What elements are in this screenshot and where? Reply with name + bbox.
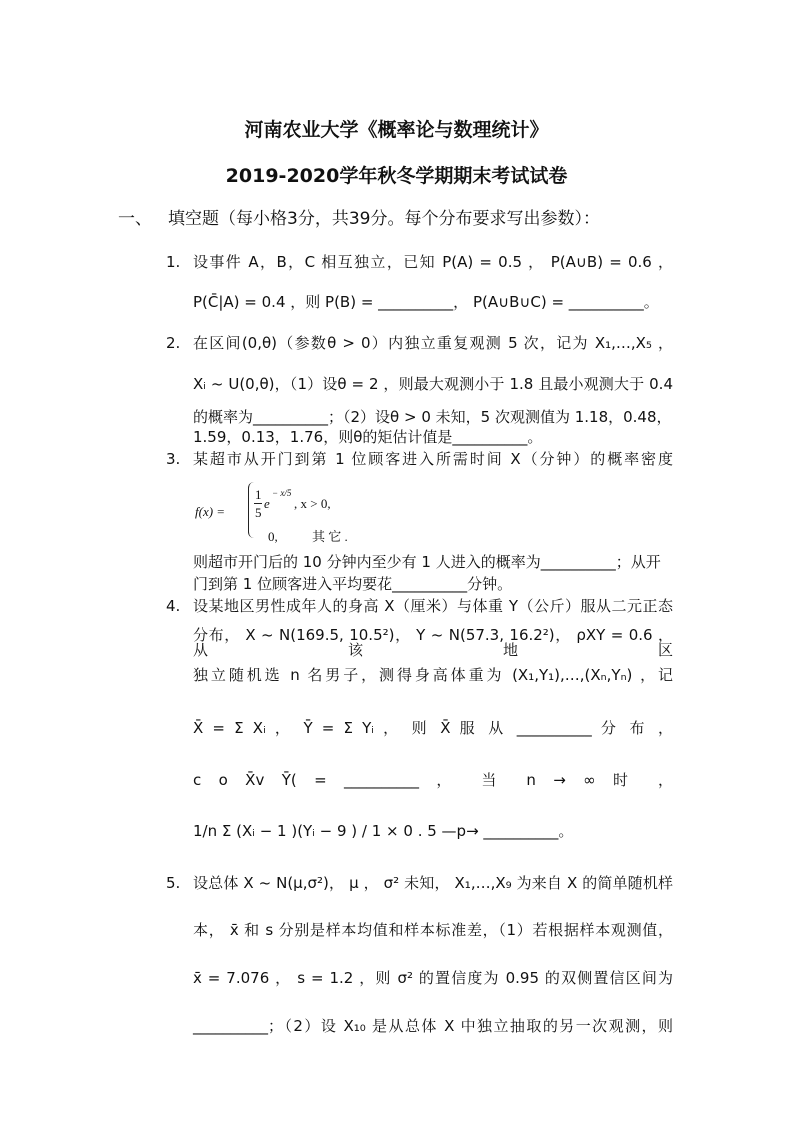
formula-one: 1 xyxy=(255,487,262,502)
question-line: 设总体 X ~ N(μ,σ²)， μ ， σ² 未知， X₁,…,X₉ 为来自 X 的简单随机样 xyxy=(193,874,673,892)
formula-lhs: f(x) = xyxy=(195,504,226,519)
question-line: 在区间(0,θ)（参数θ > 0）内独立重复观测 5 次，记为 X₁,…,X₅ ， xyxy=(193,334,673,352)
question-line: 1.59，0.13，1.76，则θ的矩估计值是__________。 xyxy=(193,428,543,446)
question-line: 则超市开门后的 10 分钟内至少有 1 人进入的概率为__________；从开 xyxy=(193,553,661,571)
question-line: 分布， X ~ N(169.5, 10.5²)， Y ~ N(57.3, 16.2²)， ρXY = 0.6 ，从该地区 xyxy=(193,626,673,659)
formula-case2-value: 0, xyxy=(268,529,278,544)
section-heading: 填空题（每小格3分，共39分。每个分布要求写出参数）： xyxy=(168,209,600,229)
question-line: 某超市从开门到第 1 位顾客进入所需时间 X（分钟）的概率密度 xyxy=(193,450,673,468)
question-line: P(C̄|A) = 0.4 ，则 P(B) = __________， P(A∪B∪C) = __________。 xyxy=(193,293,659,311)
question-number: 4. xyxy=(166,597,181,615)
question-number: 5. xyxy=(166,874,181,892)
question-line: c o X̄v Ȳ( = __________ ， 当 n → ∞ 时 ， xyxy=(193,771,673,789)
formula-five: 5 xyxy=(255,505,262,520)
question-line: 独立随机选 n 名男子，测得身高体重为 (X₁,Y₁),…,(Xₙ,Yₙ) ，记 xyxy=(193,666,673,684)
exam-subtitle: 2019-2020学年秋冬学期期末考试试卷 xyxy=(225,165,568,187)
formula-case2-cond: 其 它 . xyxy=(312,529,348,544)
question-line: x̄ = 7.076 ， s = 1.2 ，则 σ² 的置信度为 0.95 的双侧置信区间为 xyxy=(193,969,673,987)
question-line: 1/n Σ (Xᵢ − 1 )(Yᵢ − 9 ) / 1 × 0 . 5 —p→ __________。 xyxy=(193,822,574,840)
question-line: 本， x̄ 和 s 分别是样本均值和样本标准差，（1）若根据样本观测值， xyxy=(193,921,673,939)
formula-exp: e xyxy=(264,496,270,511)
question-line: 设事件 A，B，C 相互独立，已知 P(A) = 0.5 ， P(A∪B) = 0.6 ， xyxy=(193,253,673,271)
question-line: __________；（2）设 X₁₀ 是从总体 X 中独立抽取的另一次观测，则 xyxy=(193,1017,673,1035)
section-number: 一、 xyxy=(118,209,152,229)
formula-case1-cond: , x > 0, xyxy=(294,496,331,511)
question-line: Xᵢ ~ U(0,θ)，（1）设θ = 2 ，则最大观测小于 1.8 且最小观测大于 0.4 xyxy=(193,375,673,393)
question-line: 的概率为__________；（2）设θ > 0 未知，5 次观测值为 1.18，0.48， xyxy=(193,408,672,426)
question-number: 3. xyxy=(166,450,181,468)
question-line: 设某地区男性成年人的身高 X（厘米）与体重 Y（公斤）服从二元正态 xyxy=(193,597,673,615)
question-line: 门到第 1 位顾客进入平均要花__________分钟。 xyxy=(193,575,513,593)
question-line: X̄ = Σ Xᵢ ， Ȳ = Σ Yᵢ ， 则 X̄ 服 从 __________ 分 布 ， xyxy=(193,719,673,737)
question-number: 1. xyxy=(166,253,181,271)
exam-title: 河南农业大学《概率论与数理统计》 xyxy=(244,119,549,141)
question-number: 2. xyxy=(166,334,181,352)
fraction-bar xyxy=(254,503,262,504)
formula-exp-power: − x/5 xyxy=(272,488,292,498)
